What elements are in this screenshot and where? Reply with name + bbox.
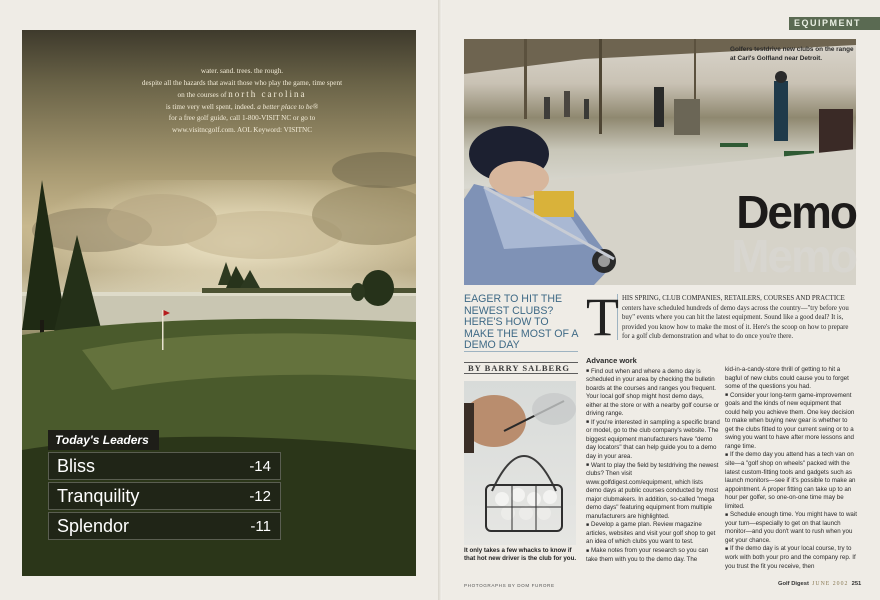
ad-copy-line: water. sand. trees. the rough. bbox=[200, 67, 284, 75]
subhead: Advance work bbox=[586, 356, 637, 365]
leader-score: -14 bbox=[249, 457, 271, 475]
photo-credit: PHOTOGRAPHS BY DOM FURORE bbox=[464, 583, 555, 588]
ad-north-carolina: north carolina bbox=[228, 89, 307, 99]
leader-score: -12 bbox=[249, 487, 271, 505]
paragraph: ■ Schedule enough time. You might have to wait your turn—especially to get on that launch monitor—and you don't want to rush when you get your chance. bbox=[725, 511, 857, 545]
ad-copy-line: on the courses of north carolina bbox=[177, 89, 307, 99]
article-dek: EAGER TO HIT THE NEWEST CLUBS? HERE'S HOW TO MAKE THE MOST OF A DEMO DAY bbox=[464, 293, 578, 351]
leader-score: -11 bbox=[250, 517, 271, 535]
byline: BY BARRY SALBERG bbox=[464, 362, 578, 374]
hero-photo-caption: Golfers testdrive new clubs on the range at Carl's Golfland near Detroit. bbox=[730, 46, 854, 62]
page-gutter bbox=[438, 0, 442, 600]
folio-magazine: Golf Digest bbox=[778, 581, 809, 587]
folio-date: JUNE 2002 bbox=[812, 581, 849, 587]
paragraph: ■ Develop a game plan. Review magazine articles, websites and visit your golf shop to get an idea of which clubs you want to test. bbox=[586, 521, 720, 547]
golf-ball-basket-illustration bbox=[464, 381, 576, 545]
ad-copy-line: for a free golf guide, call 1-800-VISIT NC or go to bbox=[168, 114, 316, 122]
article-intro: HIS SPRING, CLUB COMPANIES, RETAILERS, COURSES AND PRACTICE centers have scheduled hundreds of demo days across the country—"try before you buy" events where you can hit the latest equipment. Sound like a good deal? It is, provided you know how to make the most of it. Here's the scoop on how to prepare for a golf club demonstration and what to do once you're there. bbox=[622, 295, 849, 341]
paragraph: ■ Consider your long-term game-improvement goals and the kinds of new equipment that could help you achieve them. One key decision to make when buying new gear is whether to get the clubs fitted to your current swing or to a swing you want to have after more lessons and range time. bbox=[725, 392, 857, 452]
leaderboard bbox=[48, 430, 281, 540]
leaderboard-row bbox=[48, 512, 281, 540]
article-title bbox=[672, 186, 856, 282]
leader-name: Bliss bbox=[57, 455, 96, 476]
paragraph: ■ If the demo day you attend has a tech van on site—a "golf shop on wheels" packed with the latest custom-fitting tools and gadgets such as launch monitors—see if it's possible to make an appointment. A proper fitting can take up to an hour per golfer, so one-on-one time may be limited. bbox=[725, 451, 857, 511]
ad-copy-line bbox=[82, 102, 402, 114]
paragraph: ■ If you're interested in sampling a specific brand or model, go to the club company's website. The biggest equipment manufacturers have "demo day locators" that can help guide you to a demo day in your area. bbox=[586, 419, 720, 462]
article-column-2 bbox=[725, 366, 857, 571]
paragraph: ■ Find out when and where a demo day is scheduled in your area by checking the bulletin boards at the courses and ranges you frequent. Your local golf shop might host demo days, either at the store or with a nearby golf course or driving range. bbox=[586, 368, 720, 419]
ad-copy-line: www.visitncgolf.com. AOL Keyword: VISITNC bbox=[171, 125, 313, 134]
paragraph: ■ Want to play the field by testdriving the newest clubs? Then visit www.golfdigest.com/equipment, which lists demo days at public courses conducted by most major clubmakers. In addition, so-called "mega demo days" featuring equipment from multiple manufacturers are highlighted. bbox=[586, 462, 720, 522]
leaderboard-row bbox=[48, 452, 281, 480]
folio-page-number: 251 bbox=[851, 581, 862, 587]
drop-cap: T bbox=[586, 287, 619, 347]
leaderboard-title: Today's Leaders bbox=[48, 430, 159, 450]
section-tag: EQUIPMENT bbox=[789, 17, 880, 30]
article-column-1 bbox=[586, 357, 720, 564]
title-memo: Memo bbox=[731, 230, 856, 282]
ad-tagline: a better place to be® bbox=[257, 102, 319, 111]
inset-caption: It only takes a few whacks to know if that hot new driver is the club for you. bbox=[464, 547, 577, 563]
ad-copy-line: despite all the hazards that await those who play the game, time spent bbox=[141, 78, 343, 87]
leader-name: Splendor bbox=[57, 515, 130, 536]
nc-golf-ad bbox=[22, 30, 416, 576]
leaderboard-row bbox=[48, 482, 281, 510]
paragraph: ■ If the demo day is at your local course, try to work with both your pro and the company rep. If you trust the fit you receive, then bbox=[725, 545, 857, 571]
inset-photo bbox=[464, 381, 576, 545]
ad-copy bbox=[82, 66, 402, 136]
ad-copy-text: is time very well spent, indeed. bbox=[165, 102, 256, 111]
paragraph: kid-in-a-candy-store thrill of getting to hit a bagful of new clubs could cause you to forget some of the questions you had. bbox=[725, 366, 849, 391]
paragraph: ■ Make notes from your research so you can take them with you to the demo day. The bbox=[586, 547, 720, 564]
leader-name: Tranquility bbox=[57, 485, 140, 506]
folio bbox=[778, 581, 861, 587]
dek-divider bbox=[464, 351, 578, 352]
title-demo: Demo bbox=[736, 186, 856, 238]
